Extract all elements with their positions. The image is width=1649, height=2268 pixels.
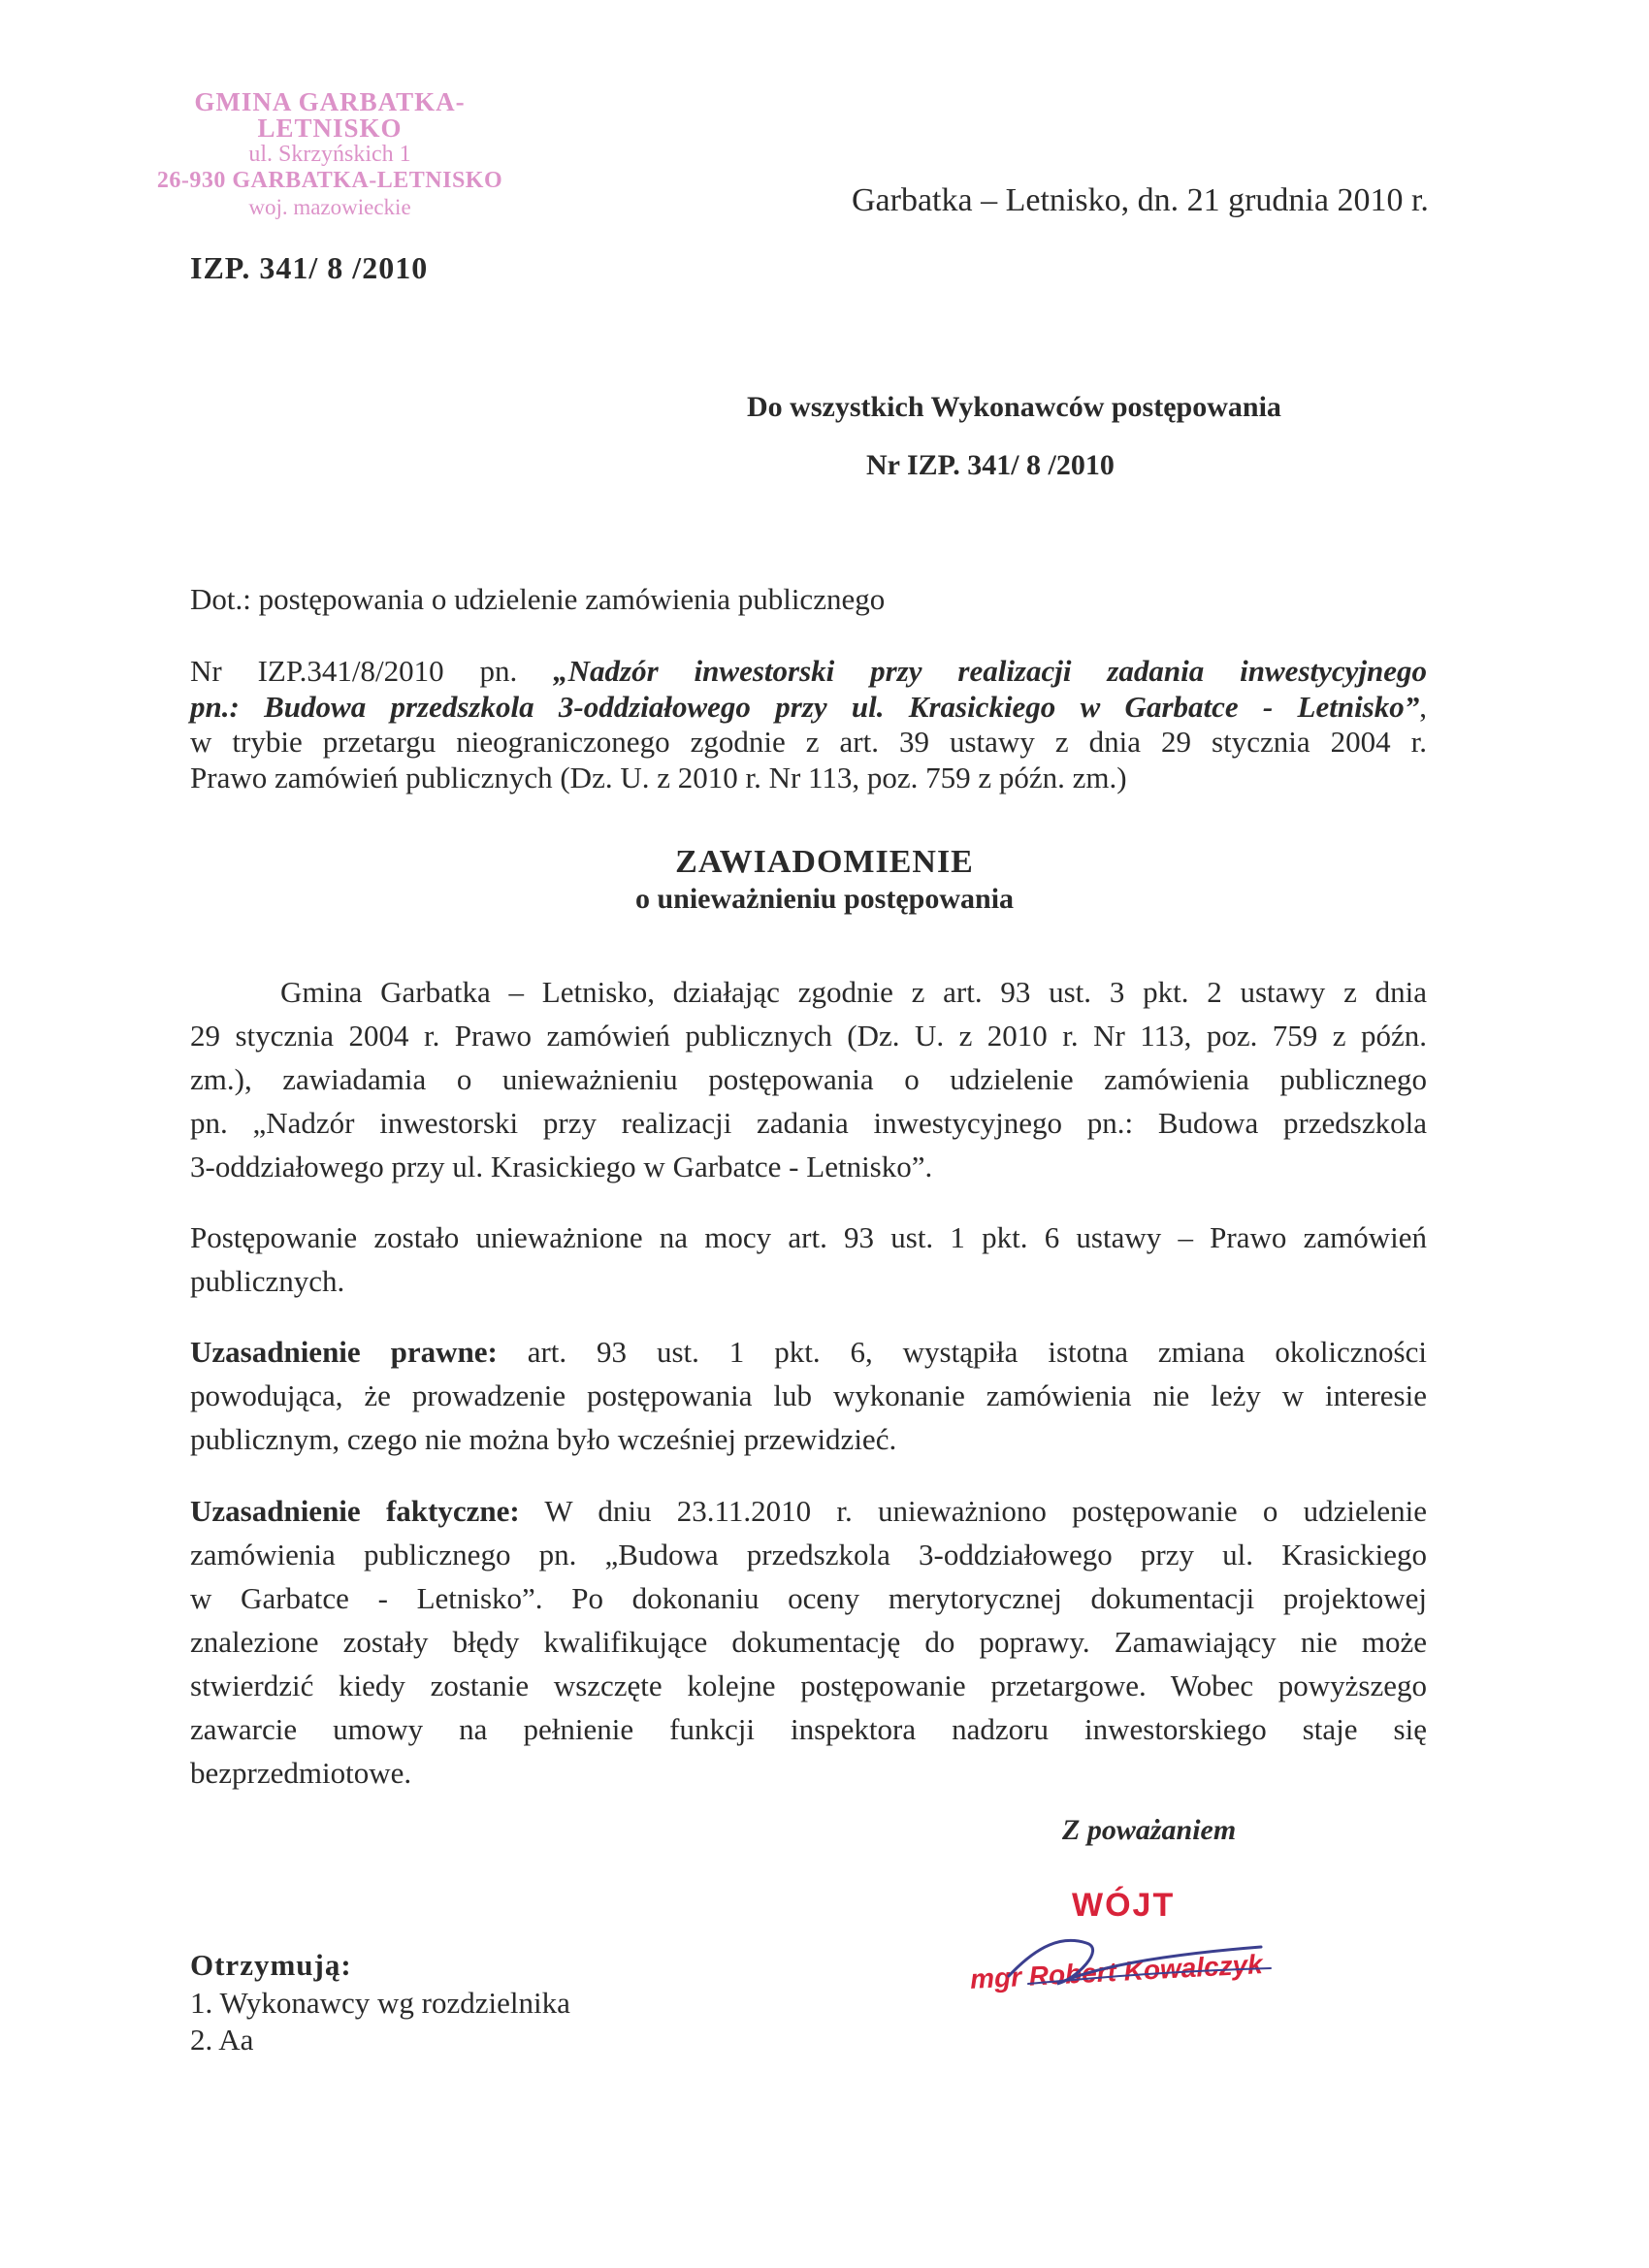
subject-name-suffix: , [1419,689,1427,724]
stamp-line: woj. mazowieckie [248,195,411,219]
reference-number: IZP. 341/ 8 /2010 [190,250,429,285]
place-and-date: Garbatka – Letnisko, dn. 21 grudnia 2010 r. [852,182,1429,218]
paragraph-line: w trybie przetargu nieograniczonego zgodnie z art. 39 ustawy z dnia 29 stycznia 2004 r. [190,725,1427,760]
addressee-line: Do wszystkich Wykonawców postępowania [747,391,1281,423]
closing-regards: Z poważaniem [1062,1814,1237,1846]
stamp-line: ul. Skrzyńskich 1 [248,142,411,167]
stamp-line: 26-930 GARBATKA-LETNISKO [156,168,503,193]
paragraph-line: pn. „Nadzór inwestorski przy realizacji zadania inwestycyjnego pn.: Budowa przedszkola [190,1106,1427,1140]
paragraph-line: 3-oddziałowego przy ul. Krasickiego w Garbatce - Letnisko”. [190,1150,933,1183]
legal-justification-paragraph [190,1330,1427,1461]
paragraph-line: zamówienia publicznego pn. „Budowa przedszkola 3-oddziałowego przy ul. Krasickiego [190,1538,1427,1571]
paragraph-line: stwierdzić kiedy zostanie wszczęte kolejne postępowanie przetargowe. Wobec powyższego [190,1669,1427,1702]
notice-paragraph [190,970,1427,1188]
paragraph-line [190,1330,1427,1374]
paragraph-line [190,654,1427,690]
paragraph-line: zm.), zawiadamia o unieważnieniu postępowania o udzielenie zamówienia publicznego [190,1062,1427,1096]
paragraph-line: Postępowanie zostało unieważnione na mocy art. 93 ust. 1 pkt. 6 ustawy – Prawo zamówień [190,1220,1427,1254]
paragraph-line: Gmina Garbatka – Letnisko, działając zgodnie z art. 93 ust. 3 pkt. 2 ustawy z dnia [280,975,1427,1009]
factual-justification-paragraph [190,1489,1427,1795]
document-subtitle: o unieważnieniu postępowania [634,883,1015,915]
paragraph-line: w Garbatce - Letnisko”. Po dokonaniu oceny merytorycznej dokumentacji projektowej [190,1581,1427,1615]
paragraph-line [190,1489,1427,1533]
subject-name: „Nadzór inwestorski przy realizacji zadania inwestycyjnego [553,654,1428,688]
subject-paragraph [190,654,1427,795]
office-stamp [146,89,514,220]
legal-justification-text: art. 93 ust. 1 pkt. 6, wystąpiła istotna zmiana okoliczności [497,1335,1427,1369]
subject-line: Dot.: postępowania o udzielenie zamówienia publicznego [190,582,886,616]
paragraph-line [190,690,1427,726]
paragraph-line: Prawo zamówień publicznych (Dz. U. z 2010 r. Nr 113, poz. 759 z późn. zm.) [190,760,1127,794]
factual-justification-text: W dniu 23.11.2010 r. unieważniono postępowanie o udzielenie [519,1494,1428,1528]
paragraph-line: powodująca, że prowadzenie postępowania lub wykonanie zamówienia nie leży w interesie [190,1378,1427,1412]
paragraph-line: zawarcie umowy na pełnienie funkcji inspektora nadzoru inwestorskiego staje się [190,1712,1427,1746]
paragraph-line: znalezione zostały błędy kwalifikujące dokumentację do poprawy. Zamawiający nie może [190,1625,1427,1659]
legal-justification-label: Uzasadnienie prawne: [190,1335,498,1369]
signature-stamp [970,1887,1290,2013]
signature-title: WÓJT [1072,1887,1176,1924]
paragraph-line: 29 stycznia 2004 r. Prawo zamówień publicznych (Dz. U. z 2010 r. Nr 113, poz. 759 z późn. [190,1019,1427,1053]
recipients-heading: Otrzymują: [190,1948,352,1982]
stamp-line: GMINA GARBATKA-LETNISKO [194,87,466,143]
addressee-line: Nr IZP. 341/ 8 /2010 [866,449,1115,481]
subject-nr: Nr IZP.341/8/2010 pn. [190,654,554,688]
handwritten-signature-icon [970,1887,1290,2013]
paragraph-line: publicznym, czego nie można było wcześniej przewidzieć. [190,1422,897,1456]
subject-name: pn.: Budowa przedszkola 3-oddziałowego przy ul. Krasickiego w Garbatce - Letnisko” [190,689,1420,724]
signature-name: mgr Robert Kowalczyk [969,1949,1264,1994]
factual-justification-label: Uzasadnienie faktyczne: [190,1494,520,1528]
annulment-basis-paragraph [190,1215,1427,1303]
document-title: ZAWIADOMIENIE [675,844,974,880]
recipient-item: 1. Wykonawcy wg rozdzielnika [190,1986,570,2020]
paragraph-line: bezprzedmiotowe. [190,1756,412,1790]
recipient-item: 2. Aa [190,2023,254,2057]
paragraph-line: publicznych. [190,1264,345,1298]
